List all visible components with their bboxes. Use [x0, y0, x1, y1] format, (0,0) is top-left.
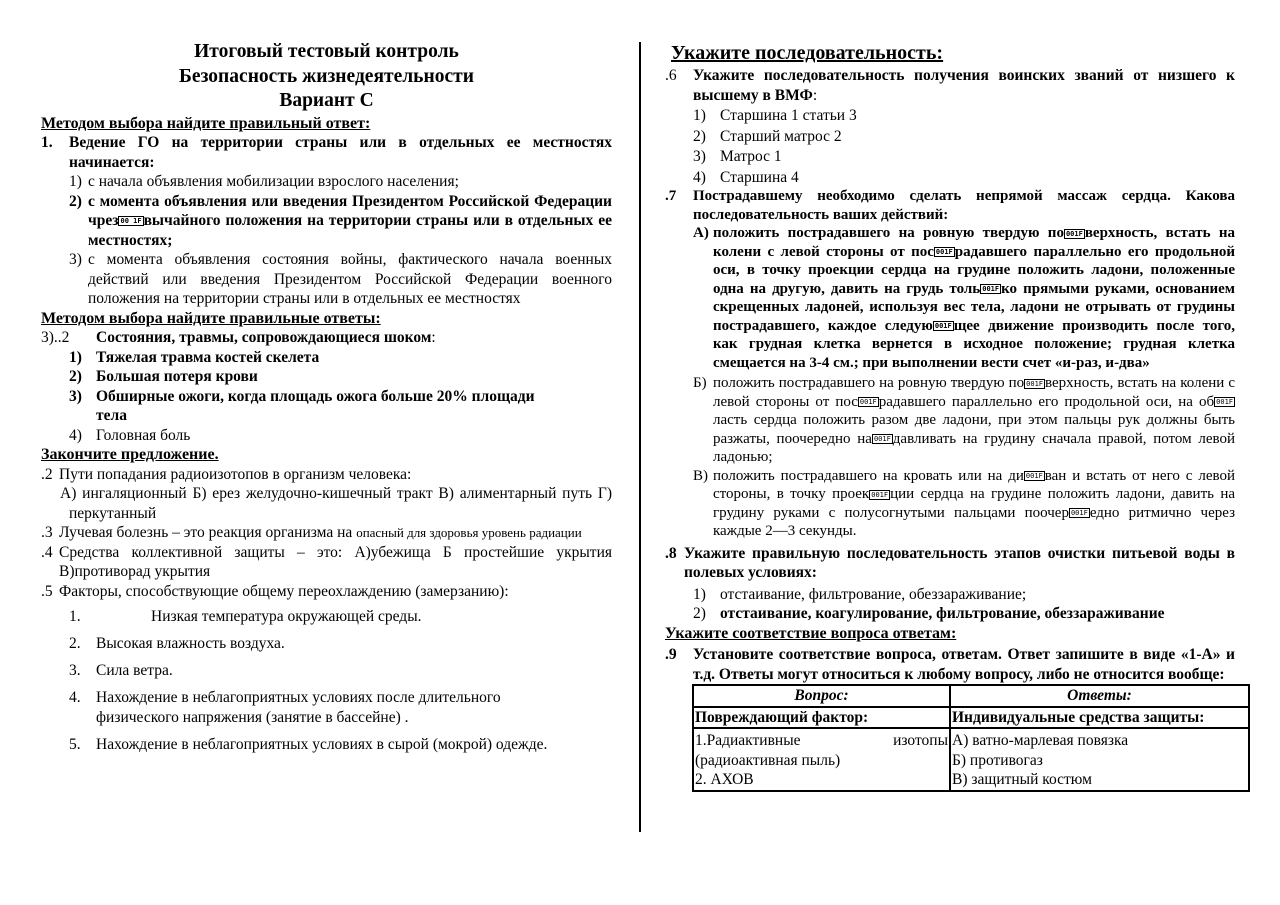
- question-hypothermia-options: [69, 607, 612, 755]
- list-item: 3) с момента объявления состояния войны, фактического начала военных действий или введения Президентом Российской Федерации военного положения на территории страны или в отдельных ее местностях: [69, 251, 612, 307]
- question-radioisotopes-answer: А) ингаляционный Б) ерез желудочно-кишечный тракт В) алиментарный путь Г) перкутанный: [60, 485, 612, 522]
- list-item: А) положить пострадавшего на ровную твердую по 001F верхность, встать на колени с левой стороны от пос 001F радавшего параллельно его продольной оси, в точку проекции сердца на грудине положить ладони, положенные одна на другую, давить на грудь толь 001F ко прямыми руками, основанием скрещенных ладоней, используя вес тела, ладони не отрывать от грудины пострадавшего, каждое следую 001F щее движение производить после того, как грудная клетка вернется в исходное положение; грудная клетка смещается на 3-4 см.; при выполнении вести счет «и-раз, и-два»: [693, 225, 1236, 371]
- question-1: 1. Ведение ГО на территории страны или в отдельных ее местностях начинается:: [41, 134, 612, 171]
- list-item: 4. Нахождение в неблагоприятных условиях после длительного физического напряжения (занятие в бассейне) .: [69, 689, 501, 726]
- question-shock: 3)..2 Состояния, травмы, сопровождающиеся шоком:: [41, 329, 436, 346]
- question-navy-ranks: .6 Укажите последовательность получения воинских званий от низшего к высшему в ВМФ:: [665, 67, 1235, 104]
- right-column: [665, 40, 1235, 792]
- table-header-answers: Ответы:: [950, 685, 1249, 707]
- question-cpr-options: [693, 224, 1235, 541]
- section-heading-multiple-choice: Методом выбора найдите правильные ответы:: [41, 309, 381, 327]
- list-item: 2. Высокая влажность воздуха.: [69, 635, 285, 652]
- table-subheader-factor: Повреждающий фактор:: [693, 707, 950, 729]
- list-item: 3) Обширные ожоги, когда площадь ожога больше 20% площади тела: [69, 387, 535, 424]
- list-item: 1. Низкая температура окружающей среды.: [69, 608, 422, 625]
- table-row: А) ватно-марлевая повязка: [952, 732, 1129, 749]
- table-row: Б) противогаз: [952, 751, 1043, 769]
- table-row: 1.Радиактивные изотопы (радиоактивная пыль): [695, 732, 948, 769]
- section-heading-complete-sentence: Закончите предложение.: [41, 446, 219, 463]
- list-item: В) положить пострадавшего на кровать или на ди 001F ван и встать от него с левой стороны, в точку проек 001F ции сердца на грудине положить ладони, давить на грудину руками с полусогнутыми пальцами поочер 001F едно ритмично через каждые 2—3 секунды.: [693, 467, 1236, 539]
- list-item: 3. Сила ветра.: [69, 662, 173, 679]
- glyph-box-marker: 00 1F: [120, 217, 142, 226]
- glyph-box-marker: 001F: [935, 248, 953, 257]
- glyph-box-marker: 001F: [871, 490, 889, 499]
- glyph-box-marker: 001F: [1065, 229, 1083, 238]
- question-1-options: [69, 172, 612, 309]
- section-heading-sequence: Укажите последовательность:: [671, 42, 944, 64]
- question-shock-options: [69, 348, 612, 446]
- list-item: Б) положить пострадавшего на ровную твердую по 001F верхность, встать на колени с левой стороны от пос 001F радавшего параллельно его продольной оси, на об 001Fласть сердца положить разом две ладони, при этом пальцы рук должны быть разжаты, поочередно на 001F давливать на грудину сначала правой, потом левой ладонью;: [693, 375, 1235, 465]
- table-header-question: Вопрос:: [693, 685, 950, 707]
- question-cpr: .7 Пострадавшему необходимо сделать непрямой массаж сердца. Какова последовательность ваших действий:: [665, 188, 1235, 223]
- question-water-purification-options: [693, 585, 1235, 624]
- question-radioisotopes: .2 Пути попадания радиоизотопов в организм человека:: [41, 465, 412, 483]
- glyph-box-marker: 001F: [934, 322, 952, 331]
- question-matching: .9 Установите соответствие вопроса, ответам. Ответ запишите в виде «1-А» и т.д. Ответы могут относиться к любому вопросу, либо не относится вообще:: [665, 646, 1235, 683]
- left-column: [41, 40, 612, 755]
- list-item: 1) Старшина 1 статьи 3: [693, 107, 857, 124]
- table-row: 2. АХОВ: [695, 771, 754, 788]
- glyph-box-marker: 001F: [873, 435, 891, 444]
- doc-title-line2: Безопасность жизнедеятельности: [179, 65, 474, 87]
- list-item: 1) отстаивание, фильтрование, обеззараживание;: [693, 585, 1027, 603]
- glyph-box-marker: 001F: [859, 398, 877, 407]
- section-heading-single-choice: Методом выбора найдите правильный ответ:: [41, 114, 371, 132]
- doc-title-line3: Вариант С: [279, 90, 374, 111]
- question-radiation-sickness: .3 Лучевая болезнь – это реакция организма на опасный для здоровья уровень радиации: [41, 524, 582, 541]
- glyph-box-marker: 001F: [1025, 472, 1043, 481]
- list-item: 4) Старшина 4: [693, 168, 799, 186]
- question-navy-ranks-options: [693, 106, 1235, 187]
- question-water-purification: .8 Укажите правильную последовательность этапов очистки питьевой воды в полевых условиях:: [665, 544, 1235, 581]
- table-cell-factors: [693, 728, 950, 791]
- glyph-box-marker: 001F: [1026, 379, 1044, 388]
- question-hypothermia: .5 Факторы, способствующие общему переохлаждению (замерзанию):: [41, 582, 509, 600]
- list-item: 1) с начала объявления мобилизации взрослого населения;: [69, 173, 459, 190]
- glyph-box-marker: 001F: [1216, 398, 1233, 407]
- table-row: В) защитный костюм: [952, 771, 1092, 788]
- glyph-box-marker: 001F: [1070, 509, 1088, 518]
- list-item: 1) Тяжелая травма костей скелета: [69, 348, 320, 366]
- list-item: 4) Головная боль: [69, 426, 191, 444]
- doc-title-line1: Итоговый тестовый контроль: [194, 41, 459, 62]
- section-heading-matching: Укажите соответствие вопроса ответам:: [665, 624, 957, 642]
- list-item: 2) Старший матрос 2: [693, 127, 842, 145]
- list-item: 3) Матрос 1: [693, 148, 782, 165]
- list-item: 5. Нахождение в неблагоприятных условиях в сырой (мокрой) одежде.: [69, 736, 548, 753]
- list-item: 2) отстаивание, коагулирование, фильтрование, обеззараживание: [693, 605, 1165, 622]
- question-collective-protection: .4 Средства коллективной защиты – это: А)убежища Б простейшие укрытия В)противорад укрытия: [41, 543, 612, 580]
- list-item: 2) с момента объявления или введения Президентом Российской Федерации чрез 00 1F вычайного положения на территории страны или в отдельных ее местностях;: [69, 192, 612, 249]
- list-item: 2) Большая потеря крови: [69, 368, 258, 385]
- matching-table: [692, 684, 1250, 792]
- table-cell-protection: [950, 728, 1249, 791]
- column-divider: [639, 42, 641, 832]
- table-subheader-protection: Индивидуальные средства защиты:: [950, 707, 1249, 729]
- glyph-box-marker: 001F: [982, 285, 1000, 294]
